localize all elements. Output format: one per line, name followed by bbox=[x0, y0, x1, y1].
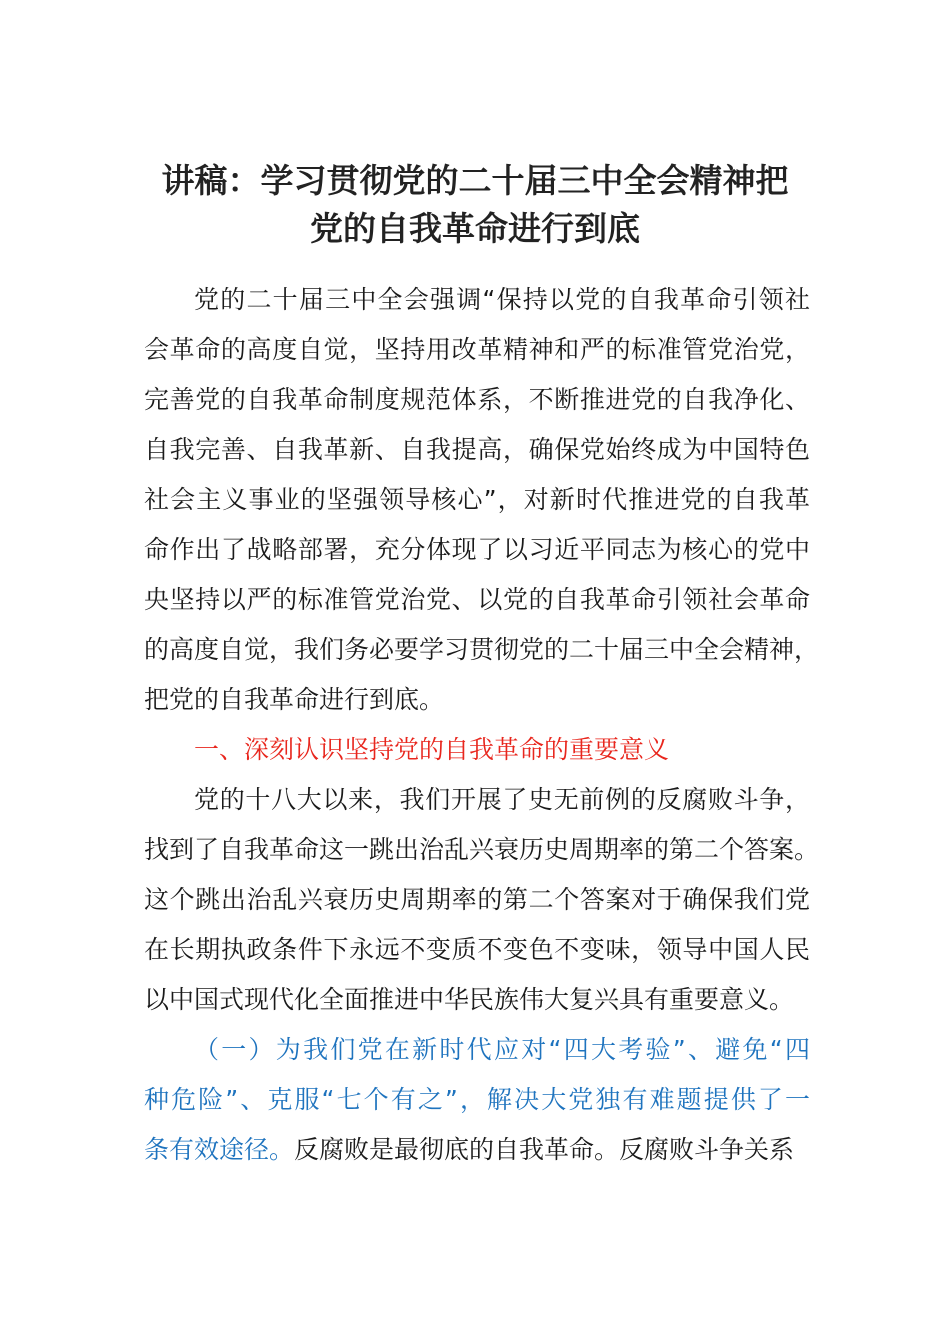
paragraph-2-line-5: 以中国式现代化全面推进中华民族伟大复兴具有重要意义。 bbox=[144, 985, 795, 1014]
subheading-1-line-2: 种危险”、克服“七个有之”，解决大党独有难题提供了一 bbox=[144, 1085, 810, 1114]
paragraph-3-line-1 bbox=[144, 1132, 810, 1168]
paragraph-2-line-3: 这个跳出治乱兴衰历史周期率的第二个答案对于确保我们党 bbox=[144, 885, 810, 914]
section-heading-1: 一、深刻认识坚持党的自我革命的重要意义 bbox=[194, 735, 670, 764]
paragraph-1-line-2: 会革命的高度自觉，坚持用改革精神和严的标准管党治党， bbox=[144, 335, 810, 364]
paragraph-1-line-8: 的高度自觉，我们务必要学习贯彻党的二十届三中全会精神， bbox=[144, 635, 820, 664]
paragraph-1-line-9: 把党的自我革命进行到底。 bbox=[144, 685, 445, 714]
paragraph-1-line-7: 央坚持以严的标准管党治党、以党的自我革命引领社会革命 bbox=[144, 585, 810, 614]
paragraph-1-line-4: 自我完善、自我革新、自我提高，确保党始终成为中国特色 bbox=[144, 435, 810, 464]
document-title-line-1: 讲稿：学习贯彻党的二十届三中全会精神把 bbox=[161, 161, 789, 200]
paragraph-2-line-1: 党的十八大以来，我们开展了史无前例的反腐败斗争， bbox=[194, 785, 810, 814]
paragraph-1-line-6: 命作出了战略部署，充分体现了以习近平同志为核心的党中 bbox=[144, 535, 810, 564]
paragraph-1-line-3: 完善党的自我革命制度规范体系，不断推进党的自我净化、 bbox=[144, 385, 810, 414]
paragraph-2-line-4: 在长期执政条件下永远不变质不变色不变味，领导中国人民 bbox=[144, 935, 810, 964]
document-title-line-2: 党的自我革命进行到底 bbox=[310, 209, 640, 248]
paragraph-1-line-1: 党的二十届三中全会强调“保持以党的自我革命引领社 bbox=[194, 285, 810, 314]
subheading-1-line-1: （一）为我们党在新时代应对“四大考验”、避免“四 bbox=[194, 1035, 810, 1064]
subheading-1-line-3: 条有效途径。 bbox=[144, 1135, 295, 1164]
paragraph-3-text: 反腐败是最彻底的自我革命。反腐败斗争关系 bbox=[294, 1135, 795, 1164]
paragraph-1-line-5: 社会主义事业的坚强领导核心”，对新时代推进党的自我革 bbox=[144, 485, 810, 514]
paragraph-2-line-2: 找到了自我革命这一跳出治乱兴衰历史周期率的第二个答案。 bbox=[144, 835, 820, 864]
